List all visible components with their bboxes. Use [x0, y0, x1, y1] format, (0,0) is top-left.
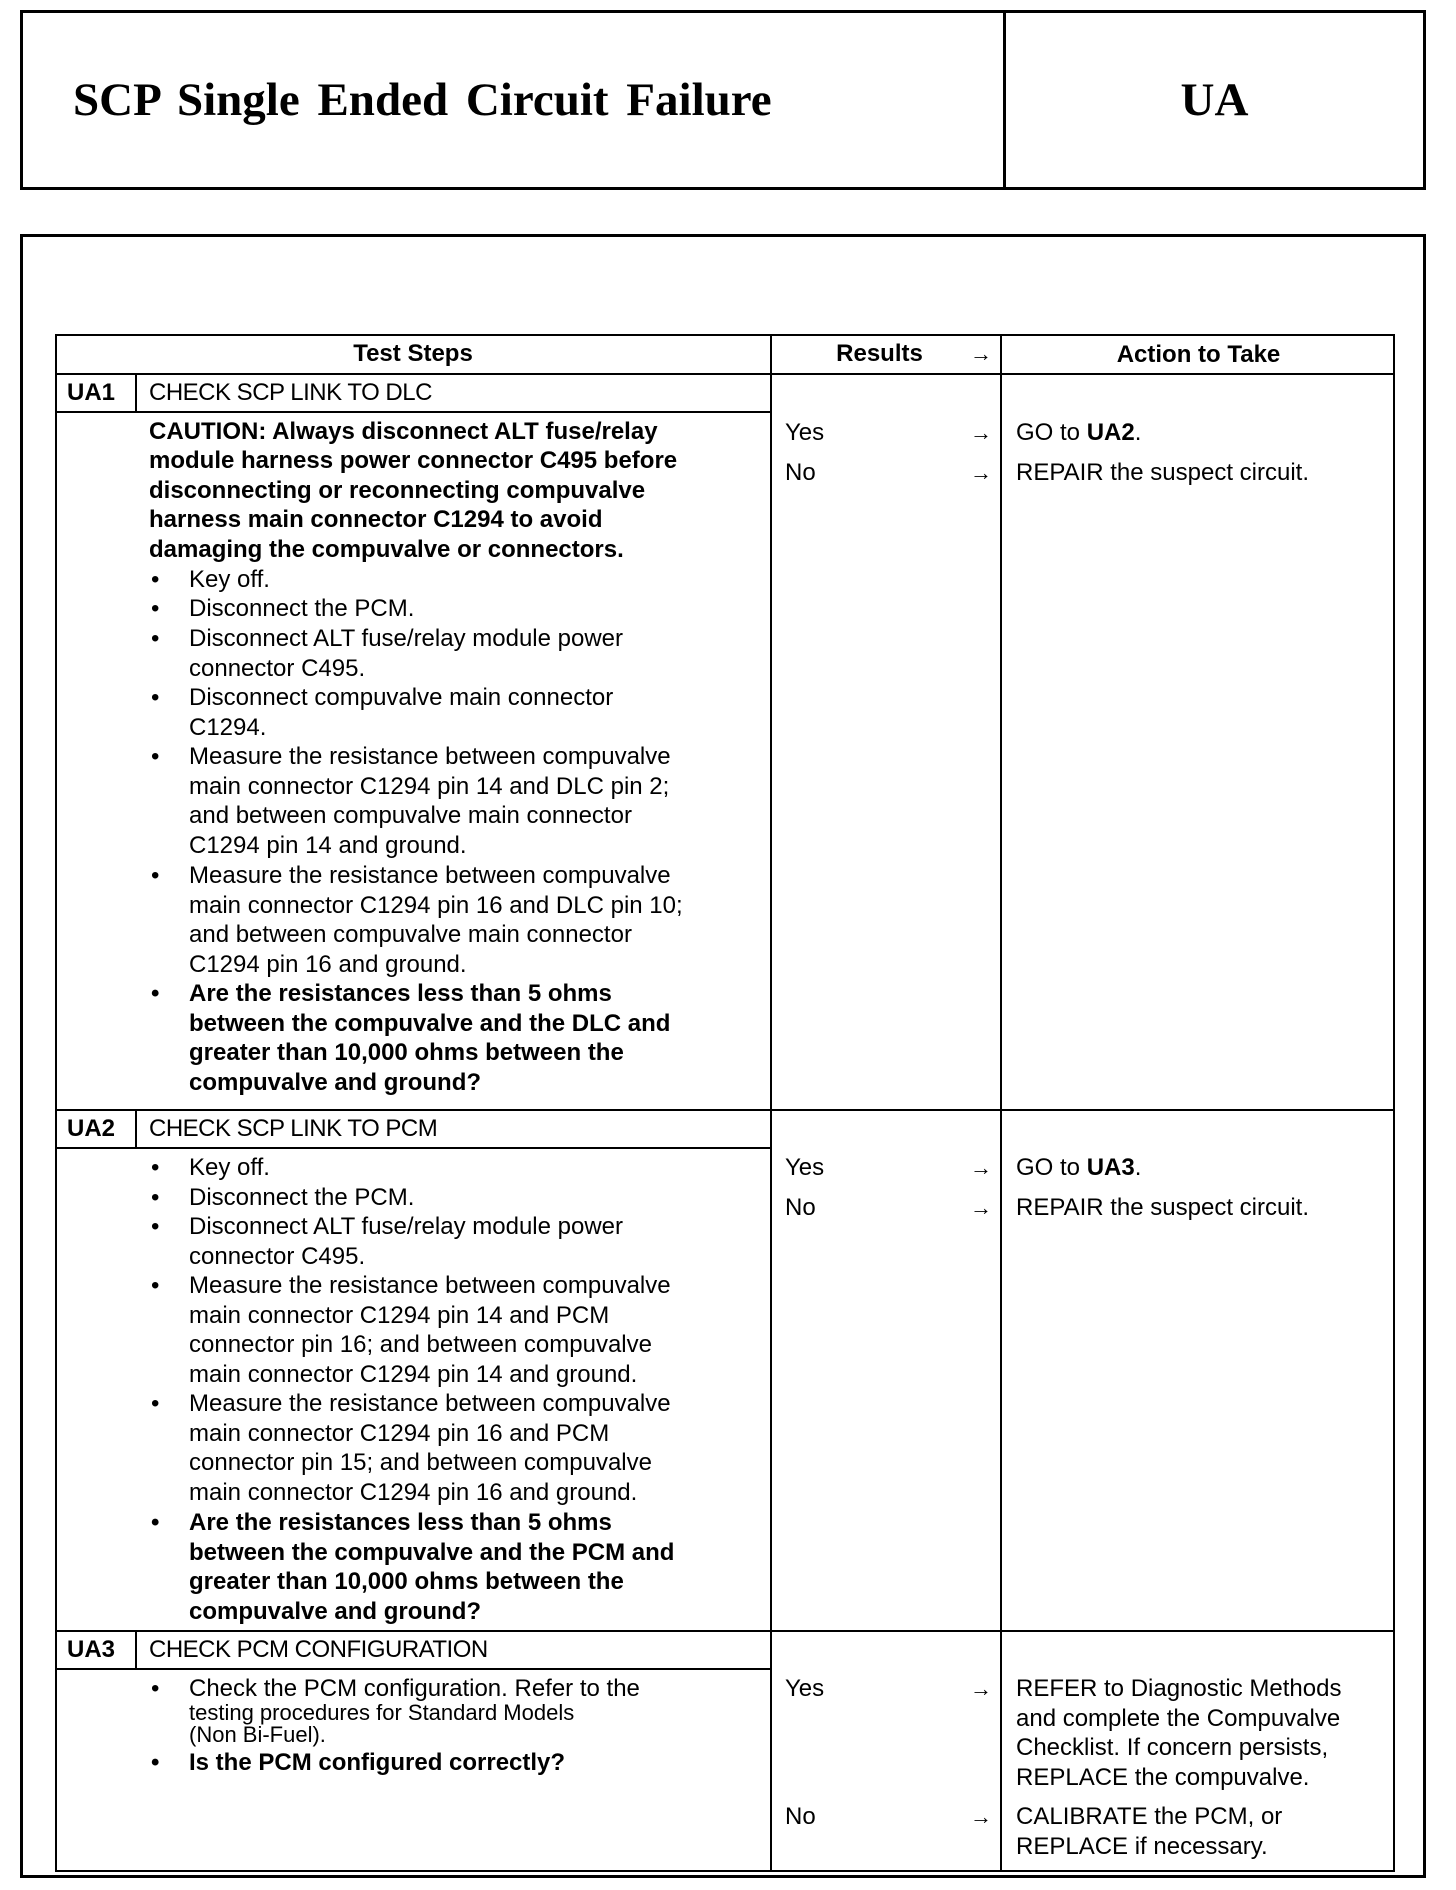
action-text: REPAIR the suspect circuit.: [1016, 1194, 1309, 1221]
section-code: UA: [1180, 74, 1249, 126]
result-yes: Yes: [785, 1154, 825, 1181]
list-item: • Disconnect compuvalve main connector C1294.: [151, 684, 614, 741]
list-item: • Disconnect the PCM.: [151, 595, 415, 622]
caution-line: harness main connector C1294 to avoid: [149, 506, 603, 533]
result-arrow: →: [970, 1804, 992, 1829]
table-right-rule: [1393, 334, 1395, 1872]
result-arrow: →: [970, 460, 992, 485]
ua2-ua3-separator: [55, 1630, 1395, 1632]
action-text: GO to UA2.: [1016, 419, 1142, 446]
ua2-id-rule: [135, 1109, 137, 1148]
col-header-arrow: →: [970, 341, 992, 366]
result-arrow: →: [970, 1195, 992, 1220]
ua3-id-rule: [135, 1630, 137, 1669]
step-id: UA2: [67, 1115, 116, 1142]
list-item: • Disconnect the PCM.: [151, 1184, 415, 1211]
action-text: REFER to Diagnostic Methods and complete the Compuvalve Checklist. If concern persists, REPLACE the compuvalve.: [1016, 1675, 1342, 1791]
ua2-title-rule: [55, 1147, 771, 1149]
result-no: No: [785, 459, 816, 486]
action-column-rule: [1000, 334, 1002, 1872]
step-title: CHECK PCM CONFIGURATION: [149, 1636, 488, 1663]
list-item: • Measure the resistance between compuvalve main connector C1294 pin 14 and PCM connector pin 16; and between compuvalve main connector C1294 pin 14 and ground.: [151, 1272, 671, 1388]
list-item: • Check the PCM configuration. Refer to the: [151, 1675, 640, 1702]
page-title: SCP Single Ended Circuit Failure: [73, 74, 772, 126]
ua1-ua2-separator: [55, 1109, 1395, 1111]
result-yes: Yes: [785, 419, 825, 446]
step-id: UA3: [67, 1636, 116, 1663]
result-arrow: →: [970, 420, 992, 445]
list-item: • Disconnect ALT fuse/relay module power connector C495.: [151, 625, 624, 682]
results-column-rule: [770, 334, 772, 1872]
list-item: • Measure the resistance between compuvalve main connector C1294 pin 14 and DLC pin 2; and between compuvalve main connector C1294 pin 14 and ground.: [151, 743, 671, 859]
header-box: [20, 10, 1426, 190]
result-no: No: [785, 1803, 816, 1830]
caution-line: damaging the compuvalve or connectors.: [149, 536, 624, 563]
action-text: GO to UA3.: [1016, 1154, 1142, 1181]
table-top-rule: [55, 334, 1395, 336]
result-yes: Yes: [785, 1675, 825, 1702]
diagnostic-table: [55, 334, 1395, 1872]
result-arrow: →: [970, 1155, 992, 1180]
step-id: UA1: [67, 379, 116, 406]
question: • Are the resistances less than 5 ohms between the compuvalve and the PCM and greater than 10,000 ohms between the compuvalve and ground?: [151, 1509, 675, 1625]
list-item: • Measure the resistance between compuvalve main connector C1294 pin 16 and PCM connector pin 15; and between compuvalve main connector C1294 pin 16 and ground.: [151, 1390, 671, 1506]
step-title: CHECK SCP LINK TO DLC: [149, 379, 432, 406]
step-title: CHECK SCP LINK TO PCM: [149, 1115, 438, 1142]
list-item: • Disconnect ALT fuse/relay module power connector C495.: [151, 1213, 624, 1270]
col-header-test-steps: Test Steps: [353, 340, 473, 367]
col-header-action: Action to Take: [1116, 341, 1281, 368]
list-item: • Key off.: [151, 1154, 270, 1181]
ua1-id-rule: [135, 373, 137, 412]
header-row-rule: [55, 373, 1395, 375]
action-text: REPAIR the suspect circuit.: [1016, 459, 1309, 486]
main-box: [20, 234, 1426, 1878]
caution-line: module harness power connector C495 before: [149, 447, 678, 474]
ua3-title-rule: [55, 1668, 771, 1670]
question: • Is the PCM configured correctly?: [151, 1749, 566, 1776]
list-item-continuation: testing procedures for Standard Models: [189, 1700, 575, 1725]
col-header-results: Results: [836, 340, 923, 367]
table-bottom-rule: [55, 1870, 1395, 1872]
action-text: CALIBRATE the PCM, or REPLACE if necessary.: [1016, 1803, 1283, 1860]
caution-line: disconnecting or reconnecting compuvalve: [149, 477, 646, 504]
result-arrow: →: [970, 1676, 992, 1701]
ua1-title-rule: [55, 411, 771, 413]
list-item: • Key off.: [151, 566, 270, 593]
table-left-rule: [55, 334, 57, 1872]
question: • Are the resistances less than 5 ohms between the compuvalve and the DLC and greater than 10,000 ohms between the compuvalve and ground?: [151, 980, 671, 1096]
list-item: • Measure the resistance between compuvalve main connector C1294 pin 16 and DLC pin 10; and between compuvalve main connector C1294 pin 16 and ground.: [151, 862, 683, 978]
caution-line: CAUTION: Always disconnect ALT fuse/relay: [149, 418, 658, 445]
result-no: No: [785, 1194, 816, 1221]
list-item-continuation: (Non Bi-Fuel).: [189, 1722, 326, 1747]
